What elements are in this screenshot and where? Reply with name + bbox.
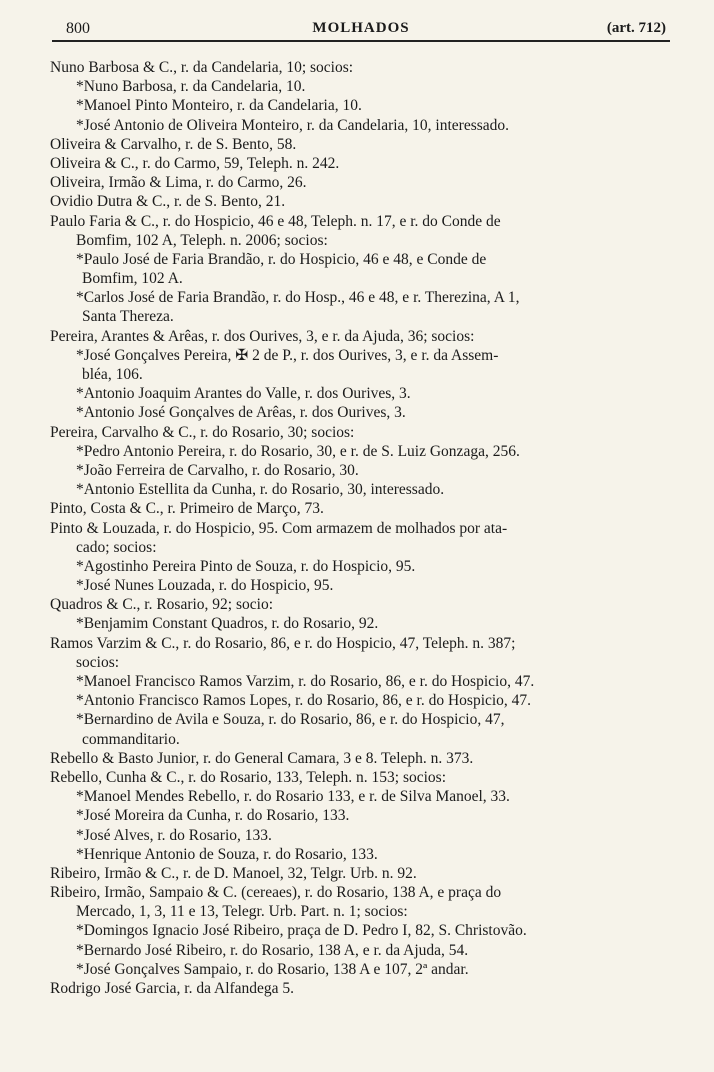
entry-detail-line: *Carlos José de Faria Brandão, r. do Hosp., 46 e 48, e r. Therezina, A 1, (76, 289, 520, 307)
entry-detail-line: Bomfim, 102 A, Teleph. n. 2006; socios: (76, 231, 328, 249)
article-reference: (art. 712) (606, 20, 666, 36)
entry-firm-line: Oliveira, Irmão & Lima, r. do Carmo, 26. (50, 174, 307, 192)
entry-firm-line: Pinto & Louzada, r. do Hospicio, 95. Com armazem de molhados por ata- (50, 519, 508, 537)
entry-detail-line: *José Alves, r. do Rosario, 133. (76, 826, 272, 844)
entry-firm-line: Ramos Varzim & C., r. do Rosario, 86, e r. do Hospicio, 47, Teleph. n. 387; (50, 634, 516, 652)
entry-detail-line: *João Ferreira de Carvalho, r. do Rosario, 30. (76, 461, 359, 479)
page-number: 800 (66, 20, 90, 37)
entry-detail-line: bléa, 106. (82, 366, 143, 383)
entry-detail-line: *José Nunes Louzada, r. do Hospicio, 95. (76, 577, 334, 595)
entry-detail-line: *Agostinho Pereira Pinto de Souza, r. do Hospicio, 95. (76, 557, 416, 575)
entry-detail-line: socios: (76, 653, 120, 671)
entry-detail-line: *Benjamim Constant Quadros, r. do Rosario, 92. (76, 615, 379, 633)
entry-detail-line: *Antonio Joaquim Arantes do Valle, r. dos Ourives, 3. (76, 385, 411, 403)
entry-firm-line: Rodrigo José Garcia, r. da Alfandega 5. (50, 980, 295, 997)
entry-detail-line: *Domingos Ignacio José Ribeiro, praça de D. Pedro I, 82, S. Christovão. (76, 922, 527, 940)
entry-firm-line: Ribeiro, Irmão, Sampaio & C. (cereaes), r. do Rosario, 138 A, e praça do (50, 884, 502, 902)
entry-detail-line: *Bernardino de Avila e Souza, r. do Rosario, 86, e r. do Hospicio, 47, (76, 711, 505, 729)
entry-firm-line: Ovidio Dutra & C., r. de S. Bento, 21. (50, 193, 286, 211)
page-header (52, 16, 670, 42)
entry-firm-line: Ribeiro, Irmão & C., r. de D. Manoel, 32, Telgr. Urb. n. 92. (50, 864, 417, 882)
entry-detail-line: *José Gonçalves Sampaio, r. do Rosario, 138 A e 107, 2ª andar. (76, 960, 469, 978)
entry-detail-line: *Pedro Antonio Pereira, r. do Rosario, 30, e r. de S. Luiz Gonzaga, 256. (76, 442, 520, 460)
entry-detail-line: commanditario. (82, 730, 180, 748)
entry-firm-line: Oliveira & Carvalho, r. de S. Bento, 58. (50, 135, 297, 153)
entry-firm-line: Nuno Barbosa & C., r. da Candelaria, 10; socios: (50, 59, 354, 76)
entry-detail-line: *Manoel Pinto Monteiro, r. da Candelaria, 10. (76, 97, 362, 115)
entry-detail-line: *Nuno Barbosa, r. da Candelaria, 10. (76, 78, 306, 96)
directory-entries (50, 58, 680, 998)
entry-detail-line: *José Gonçalves Pereira, ✠ 2 de P., r. dos Ourives, 3, e r. da Assem- (76, 346, 499, 364)
entry-detail-line: *Bernardo José Ribeiro, r. do Rosario, 138 A, e r. da Ajuda, 54. (76, 941, 469, 959)
entry-detail-line: Bomfim, 102 A. (82, 270, 183, 288)
entry-firm-line: Quadros & C., r. Rosario, 92; socio: (50, 596, 274, 614)
entry-firm-line: Rebello, Cunha & C., r. do Rosario, 133, Teleph. n. 153; socios: (50, 768, 447, 786)
entry-detail-line: cado; socios: (76, 538, 157, 556)
entry-firm-line: Rebello & Basto Junior, r. do General Camara, 3 e 8. Teleph. n. 373. (50, 749, 474, 767)
page-title: MOLHADOS (312, 20, 410, 36)
entry-firm-line: Paulo Faria & C., r. do Hospicio, 46 e 48, Teleph. n. 17, e r. do Conde de (50, 212, 501, 230)
entry-firm-line: Pinto, Costa & C., r. Primeiro de Março, 73. (50, 500, 324, 518)
entry-detail-line: *Manoel Mendes Rebello, r. do Rosario 133, e r. de Silva Manoel, 33. (76, 788, 510, 806)
entry-detail-line: *Antonio Estellita da Cunha, r. do Rosario, 30, interessado. (76, 481, 445, 499)
entry-firm-line: Oliveira & C., r. do Carmo, 59, Teleph. n. 242. (50, 154, 340, 172)
entry-firm-line: Pereira, Arantes & Arêas, r. dos Ourives, 3, e r. da Ajuda, 36; socios: (50, 327, 475, 345)
entry-firm-line: Pereira, Carvalho & C., r. do Rosario, 30; socios: (50, 423, 355, 441)
entry-detail-line: *José Moreira da Cunha, r. do Rosario, 133. (76, 807, 350, 825)
entry-detail-line: Mercado, 1, 3, 11 e 13, Telegr. Urb. Part. n. 1; socios: (76, 903, 408, 921)
entry-detail-line: *Antonio José Gonçalves de Arêas, r. dos Ourives, 3. (76, 404, 406, 422)
entry-detail-line: *José Antonio de Oliveira Monteiro, r. da Candelaria, 10, interessado. (76, 116, 510, 134)
entry-detail-line: *Paulo José de Faria Brandão, r. do Hospicio, 46 e 48, e Conde de (76, 250, 487, 268)
entry-detail-line: *Manoel Francisco Ramos Varzim, r. do Rosario, 86, e r. do Hospicio, 47. (76, 673, 535, 690)
entry-detail-line: *Antonio Francisco Ramos Lopes, r. do Rosario, 86, e r. do Hospicio, 47. (76, 692, 532, 710)
entry-detail-line: *Henrique Antonio de Souza, r. do Rosario, 133. (76, 845, 378, 863)
entry-detail-line: Santa Thereza. (82, 308, 174, 326)
